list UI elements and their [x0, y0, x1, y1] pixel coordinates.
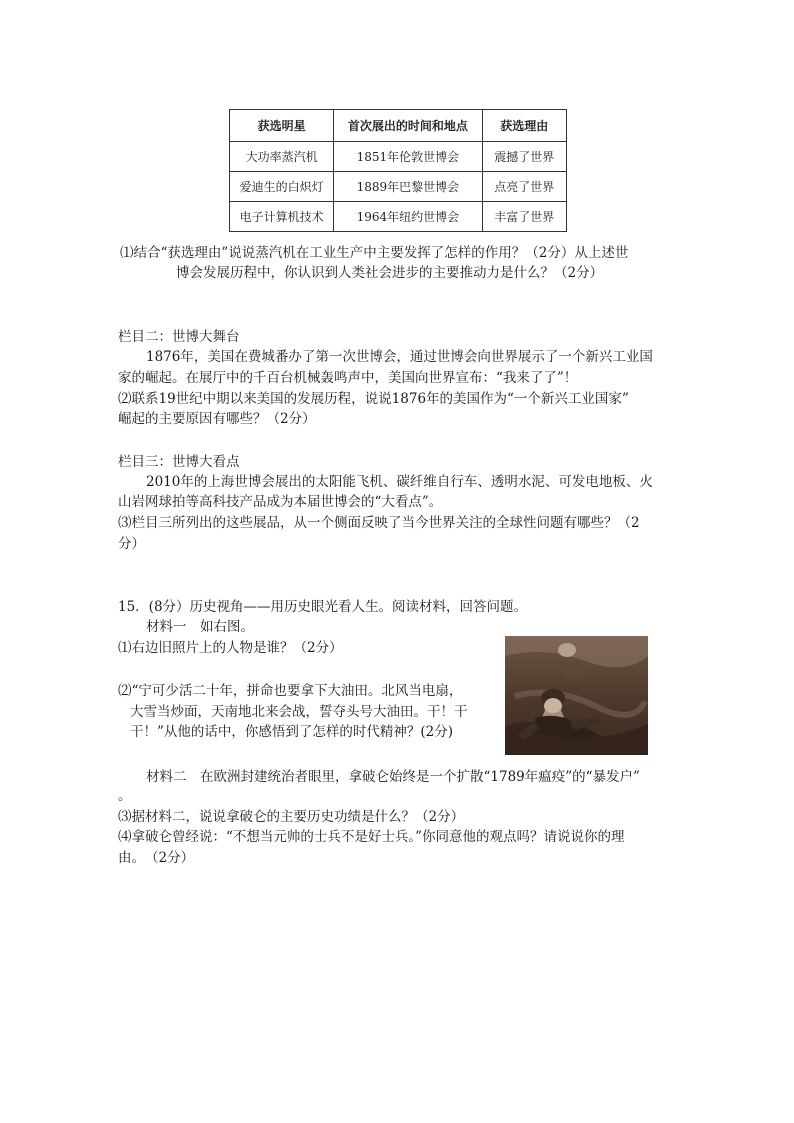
question-15-heading: 15．(8分）历史视角——用历史眼光看人生。阅读材料，回答问题。	[118, 599, 528, 615]
historical-photo	[505, 636, 648, 755]
table-row	[230, 202, 567, 232]
table-cell: 1889年巴黎世博会	[334, 172, 482, 202]
question-1-line: ⑴结合“获选理由”说说蒸汽机在工业生产中主要发挥了怎样的作用？（2分）从上述世	[120, 245, 629, 261]
table-cell: 爱迪生的白炽灯	[230, 172, 334, 202]
subquestion-1: ⑴右边旧照片上的人物是谁？（2分）	[118, 640, 343, 656]
oilfield-worker-photo-icon	[505, 636, 648, 755]
table-cell: 1964年纽约世博会	[334, 202, 482, 232]
table-cell: 震撼了世界	[482, 142, 567, 172]
subquestion-3: ⑶据材料二，说说拿破仑的主要历史功绩是什么？（2分）	[118, 809, 465, 825]
table-row	[230, 142, 567, 172]
material-1-label: 材料一 如右图。	[146, 619, 254, 635]
subquestion-4-line: ⑷拿破仑曾经说：“不想当元帅的士兵不是好士兵。”你同意他的观点吗？请说说你的理	[118, 829, 625, 845]
table-cell: 点亮了世界	[482, 172, 567, 202]
question-2-line: 崛起的主要原因有哪些？（2分）	[118, 411, 316, 427]
table-header-cell: 首次展出的时间和地点	[334, 110, 482, 142]
table-header-row	[230, 110, 567, 142]
question-3-line: ⑶栏目三所列出的这些展品，从一个侧面反映了当今世界关注的全球性问题有哪些？（2	[118, 515, 640, 531]
material-2-line: 。	[118, 788, 132, 804]
section-2-title: 栏目二：世博大舞台	[118, 329, 240, 345]
section-3-paragraph: 2010年的上海世博会展出的太阳能飞机、碳纤维自行车、透明水泥、可发电地板、火	[146, 474, 653, 490]
question-3-line: 分）	[118, 536, 145, 552]
subquestion-2-line: 干！”从他的话中，你感悟到了怎样的时代精神？(2分)	[130, 724, 454, 740]
table-cell: 电子计算机技术	[230, 202, 334, 232]
table-cell: 大功率蒸汽机	[230, 142, 334, 172]
question-1-line: 博会发展历程中，你认识到人类社会进步的主要推动力是什么？（2分）	[176, 265, 604, 281]
subquestion-4-line: 由。 （2分）	[118, 850, 195, 866]
section-3-paragraph: 山岩网球拍等高科技产品成为本届世博会的“大看点”。	[118, 494, 443, 510]
subquestion-2-line: ⑵“宁可少活二十年，拼命也要拿下大油田。北风当电扇，	[118, 683, 463, 699]
world-expo-table	[229, 109, 567, 232]
question-2-line: ⑵联系19世纪中期以来美国的发展历程，说说1876年的美国作为“一个新兴工业国家”	[118, 391, 629, 407]
table-cell: 丰富了世界	[482, 202, 567, 232]
material-2-line: 材料二 在欧洲封建统治者眼里，拿破仑始终是一个扩散“1789年瘟疫”的“暴发户”	[146, 769, 640, 785]
section-3-title: 栏目三：世博大看点	[118, 454, 240, 470]
table-header-cell: 获选理由	[482, 110, 567, 142]
section-2-paragraph: 家的崛起。在展厅中的千百台机械轰鸣声中，美国向世界宣布：“我来了了”！	[118, 370, 578, 386]
table-row	[230, 172, 567, 202]
table-cell: 1851年伦敦世博会	[334, 142, 482, 172]
table-header-cell: 获选明星	[230, 110, 334, 142]
section-2-paragraph: 1876年，美国在费城番办了第一次世博会，通过世博会向世界展示了一个新兴工业国	[146, 349, 653, 365]
subquestion-2-line: 大雪当炒面，天南地北来会战，誓夺头号大油田。干！干	[130, 704, 468, 720]
